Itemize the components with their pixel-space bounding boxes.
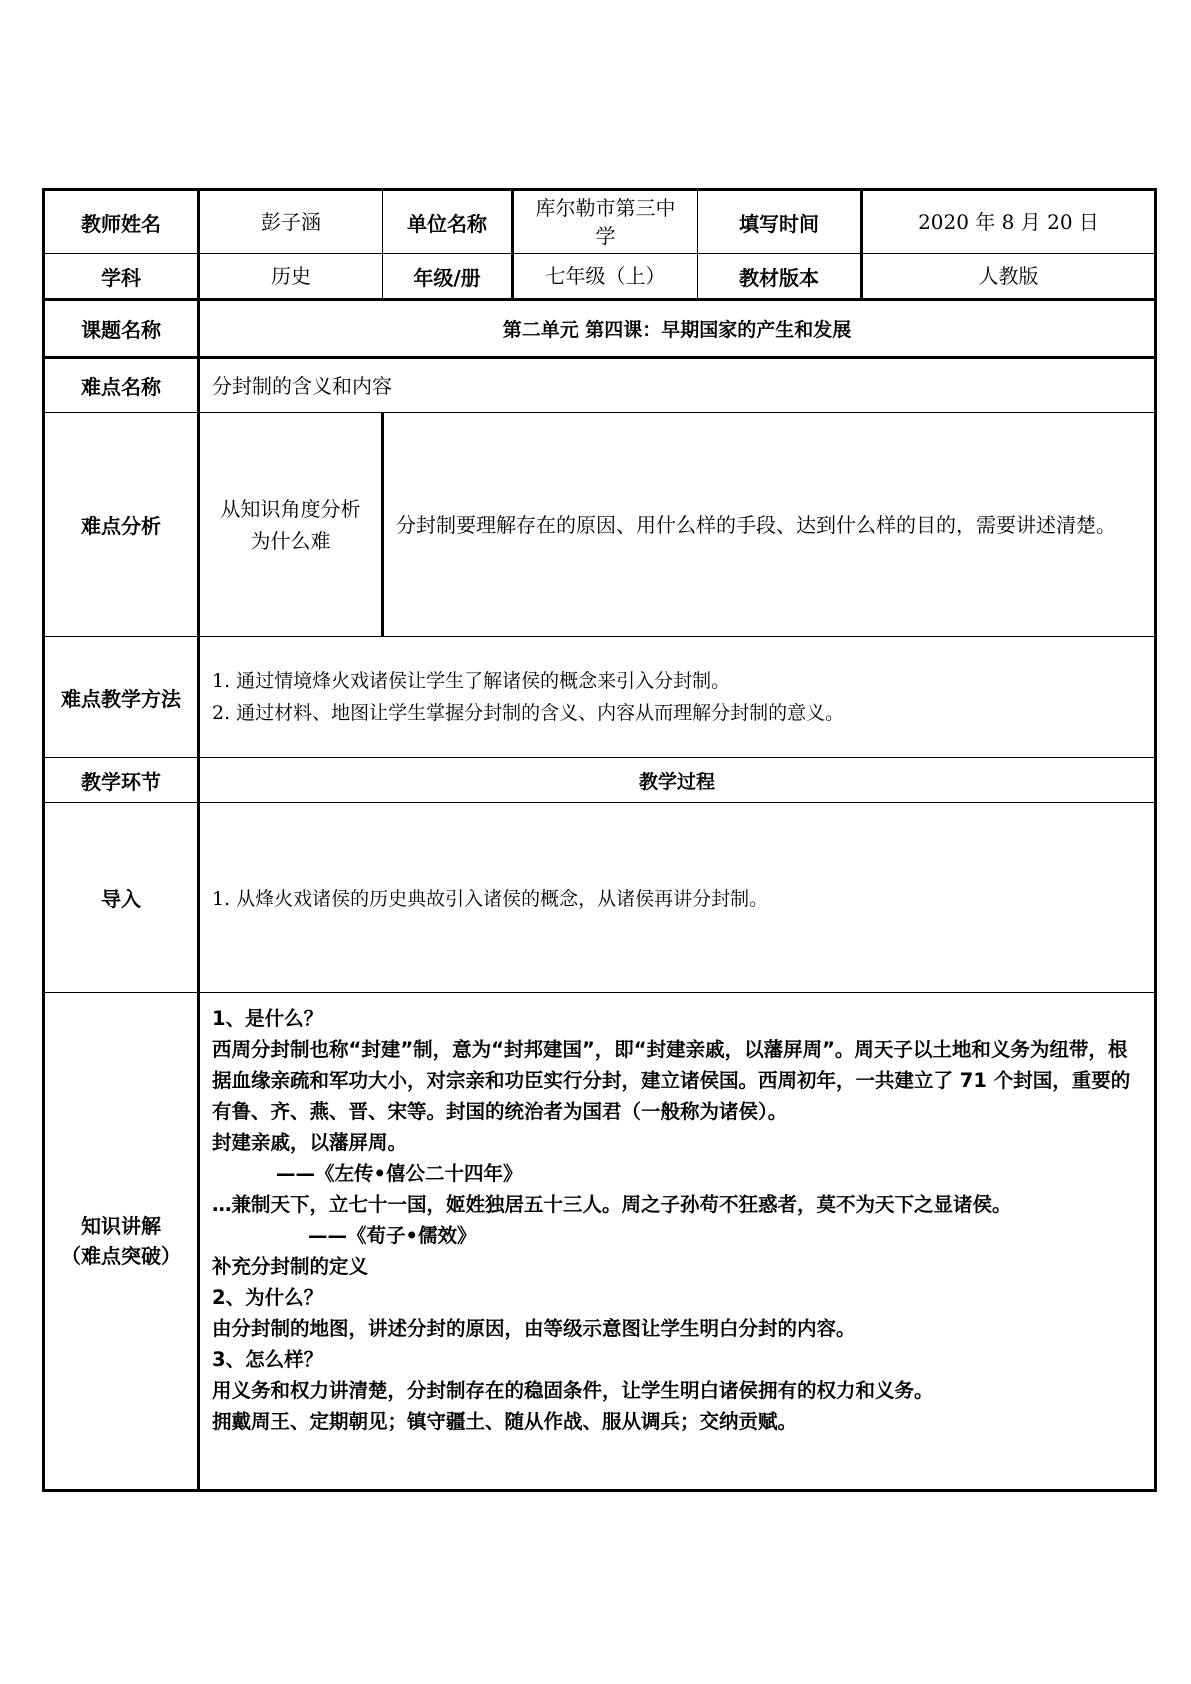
knowledge-how-text: 用义务和权力讲清楚，分封制存在的稳固条件，让学生明白诸侯拥有的权力和义务。 (212, 1379, 934, 1402)
knowledge-label-line-1: 知识讲解 (81, 1214, 161, 1238)
methods-row (44, 637, 1156, 758)
analysis-sub-label-line-1: 从知识角度分析 (220, 496, 361, 521)
analysis-label: 难点分析 (44, 413, 199, 637)
knowledge-heading-why: 2、为什么？ (212, 1286, 324, 1309)
knowledge-duties-text: 拥戴周王、定期朝见；镇守疆土、随从作战、服从调兵；交纳贡赋。 (212, 1410, 798, 1433)
knowledge-heading-what: 1、是什么？ (212, 1007, 324, 1030)
intro-row (44, 803, 1156, 993)
fill-date-label: 填写时间 (698, 190, 862, 254)
analysis-sub-label (199, 413, 383, 637)
knowledge-source-zuozhuan: ——《左传•僖公二十四年》 (276, 1162, 523, 1185)
knowledge-why-text: 由分封制的地图，讲述分封的原因，由等级示意图让学生明白分封的内容。 (212, 1317, 856, 1340)
teacher-name-value: 彭子涵 (199, 190, 383, 254)
methods-item-2: 2. 通过材料、地图让学生掌握分封制的含义、内容从而理解分封制的意义。 (212, 702, 845, 724)
lesson-plan-table (42, 188, 1157, 1492)
edition-label: 教材版本 (698, 254, 862, 300)
unit-name-label: 单位名称 (383, 190, 513, 254)
analysis-row (44, 413, 1156, 637)
unit-name-value (513, 190, 698, 254)
knowledge-quote-zuozhuan: 封建亲戚，以藩屏周。 (212, 1131, 408, 1154)
edition-value: 人教版 (862, 254, 1156, 300)
topic-label: 课题名称 (44, 300, 199, 358)
header-row-2 (44, 254, 1156, 300)
methods-list (199, 637, 1156, 758)
difficulty-row (44, 358, 1156, 413)
knowledge-row (44, 993, 1156, 1491)
intro-label: 导入 (44, 803, 199, 993)
difficulty-value: 分封制的含义和内容 (199, 358, 1156, 413)
subject-value: 历史 (199, 254, 383, 300)
intro-text: 1. 从烽火戏诸侯的历史典故引入诸侯的概念，从诸侯再讲分封制。 (199, 803, 1156, 993)
teaching-process-label: 教学过程 (199, 758, 1156, 803)
subject-label: 学科 (44, 254, 199, 300)
topic-value: 第二单元 第四课：早期国家的产生和发展 (199, 300, 1156, 358)
methods-item-1: 1. 通过情境烽火戏诸侯让学生了解诸侯的概念来引入分封制。 (212, 670, 731, 692)
teacher-name-label: 教师姓名 (44, 190, 199, 254)
knowledge-content (199, 993, 1156, 1491)
analysis-sub-label-line-2: 为什么难 (250, 528, 331, 553)
fill-date-value: 2020 年 8 月 20 日 (862, 190, 1156, 254)
methods-label: 难点教学方法 (44, 637, 199, 758)
topic-row (44, 300, 1156, 358)
unit-name-line-2: 学 (595, 224, 616, 248)
knowledge-heading-how: 3、怎么样？ (212, 1348, 324, 1371)
knowledge-label (44, 993, 199, 1491)
unit-name-line-1: 库尔勒市第三中 (535, 196, 676, 220)
knowledge-label-line-2: （难点突破） (61, 1244, 181, 1268)
header-row-1 (44, 190, 1156, 254)
grade-value: 七年级（上） (513, 254, 698, 300)
teaching-step-label: 教学环节 (44, 758, 199, 803)
difficulty-label: 难点名称 (44, 358, 199, 413)
knowledge-supplement: 补充分封制的定义 (212, 1255, 369, 1278)
grade-label: 年级/册 (383, 254, 513, 300)
knowledge-quote-xunzi: …兼制天下，立七十一国，姬姓独居五十三人。周之子孙苟不狂惑者，莫不为天下之显诸侯。 (212, 1193, 1012, 1216)
lesson-form-sheet (42, 188, 1154, 1492)
analysis-text: 分封制要理解存在的原因、用什么样的手段、达到什么样的目的，需要讲述清楚。 (383, 413, 1156, 637)
knowledge-definition-paragraph: 西周分封制也称“封建”制，意为“封邦建国”，即“封建亲戚，以藩屏周”。周天子以土地和义务为纽带，根据血缘亲疏和军功大小，对宗亲和功臣实行分封，建立诸侯国。西周初年，一共建立了 71 个封国，重要的有鲁、齐、燕、晋、宋等。封国的统治者为国君（一般称为诸侯）。 (212, 1038, 1131, 1123)
knowledge-source-xunzi: ——《荀子•儒效》 (308, 1224, 477, 1247)
process-header-row (44, 758, 1156, 803)
